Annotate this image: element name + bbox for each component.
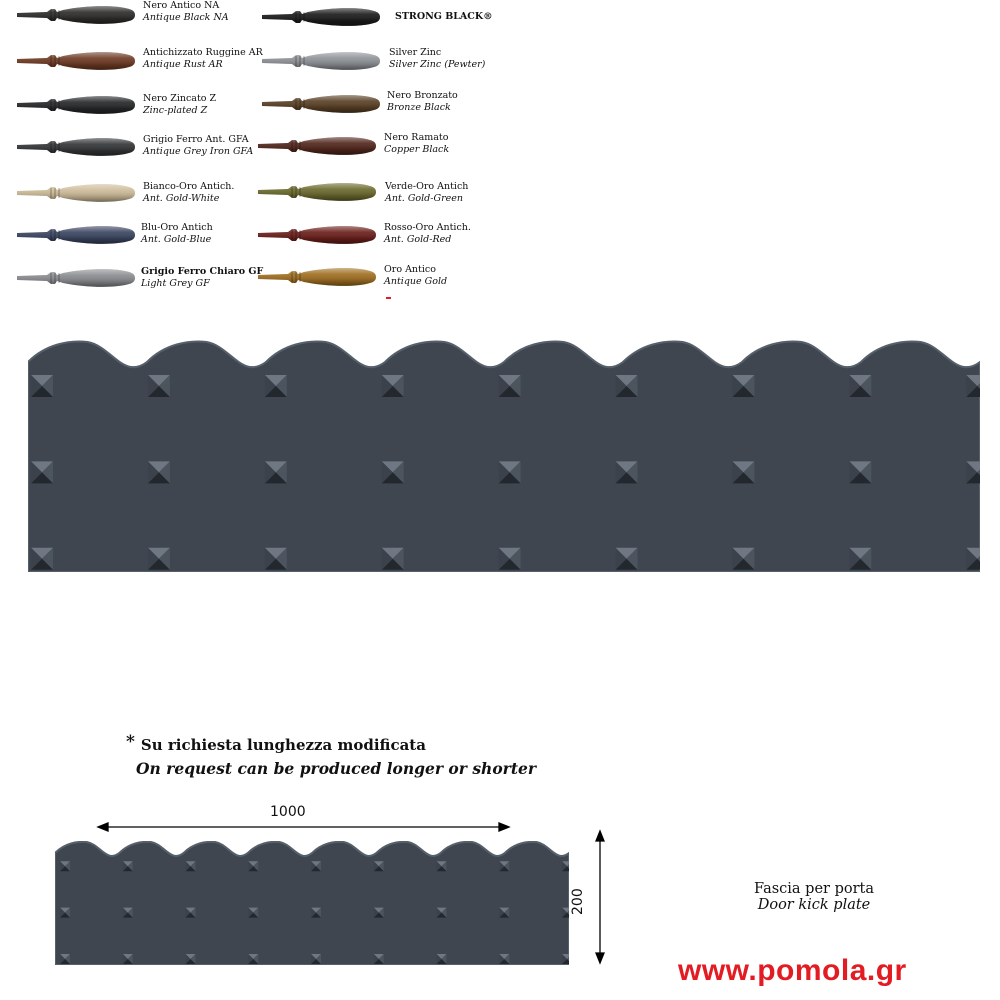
- length-arrow-left: [98, 823, 108, 831]
- length-label: 1000: [270, 804, 306, 820]
- finish-subtitle: Ant. Gold-Blue: [141, 234, 212, 245]
- height-arrow-top: [596, 831, 604, 841]
- finish-name: Verde-Oro Antich: [385, 181, 469, 192]
- caption-en: Door kick plate: [757, 897, 871, 913]
- finish-name: Oro Antico: [384, 264, 436, 275]
- finish-subtitle: Zinc-plated Z: [143, 105, 208, 116]
- finish-subtitle: Antique Rust AR: [143, 59, 223, 70]
- finish-name: Silver Zinc: [389, 47, 442, 58]
- finish-name: Grigio Ferro Chiaro GF: [141, 266, 264, 277]
- finish-name: Blu-Oro Antich: [141, 222, 213, 233]
- finish-subtitle: Antique Gold: [384, 276, 448, 287]
- finish-name: STRONG BLACK®: [395, 11, 493, 22]
- product-caption: [754, 881, 874, 913]
- finish-name: Antichizzato Ruggine AR: [143, 47, 263, 58]
- height-label: 200: [570, 888, 586, 915]
- finish-name: Rosso-Oro Antich.: [384, 222, 471, 233]
- finish-subtitle: Antique Grey Iron GFA: [143, 146, 254, 157]
- finish-subtitle: Light Grey GF: [141, 278, 210, 289]
- finish-name: Grigio Ferro Ant. GFA: [143, 134, 249, 145]
- finish-subtitle: Ant. Gold-White: [143, 193, 220, 204]
- height-arrow-bottom: [596, 953, 604, 963]
- finish-subtitle: Ant. Gold-Red: [384, 234, 452, 245]
- finish-subtitle: Silver Zinc (Pewter): [389, 59, 486, 70]
- custom-length-note-en: On request can be produced longer or shorter: [136, 759, 537, 778]
- custom-length-note-it: * Su richiesta lunghezza modificata: [126, 732, 426, 754]
- finish-name: Nero Bronzato: [387, 90, 458, 101]
- finish-name: Nero Ramato: [384, 132, 449, 143]
- length-arrow-right: [499, 823, 509, 831]
- website-url[interactable]: www.pomola.gr: [678, 954, 907, 987]
- finish-name: Nero Zincato Z: [143, 93, 217, 104]
- caption-it: Fascia per porta: [754, 881, 874, 897]
- finish-subtitle: Bronze Black: [387, 102, 451, 113]
- finish-name: Bianco-Oro Antich.: [143, 181, 235, 192]
- finish-subtitle: Ant. Gold-Green: [385, 193, 463, 204]
- finish-name: Nero Antico NA: [143, 0, 220, 11]
- finish-subtitle: Antique Black NA: [143, 12, 229, 23]
- kick-plate-drawing: [55, 841, 569, 965]
- finish-subtitle: Copper Black: [384, 144, 450, 155]
